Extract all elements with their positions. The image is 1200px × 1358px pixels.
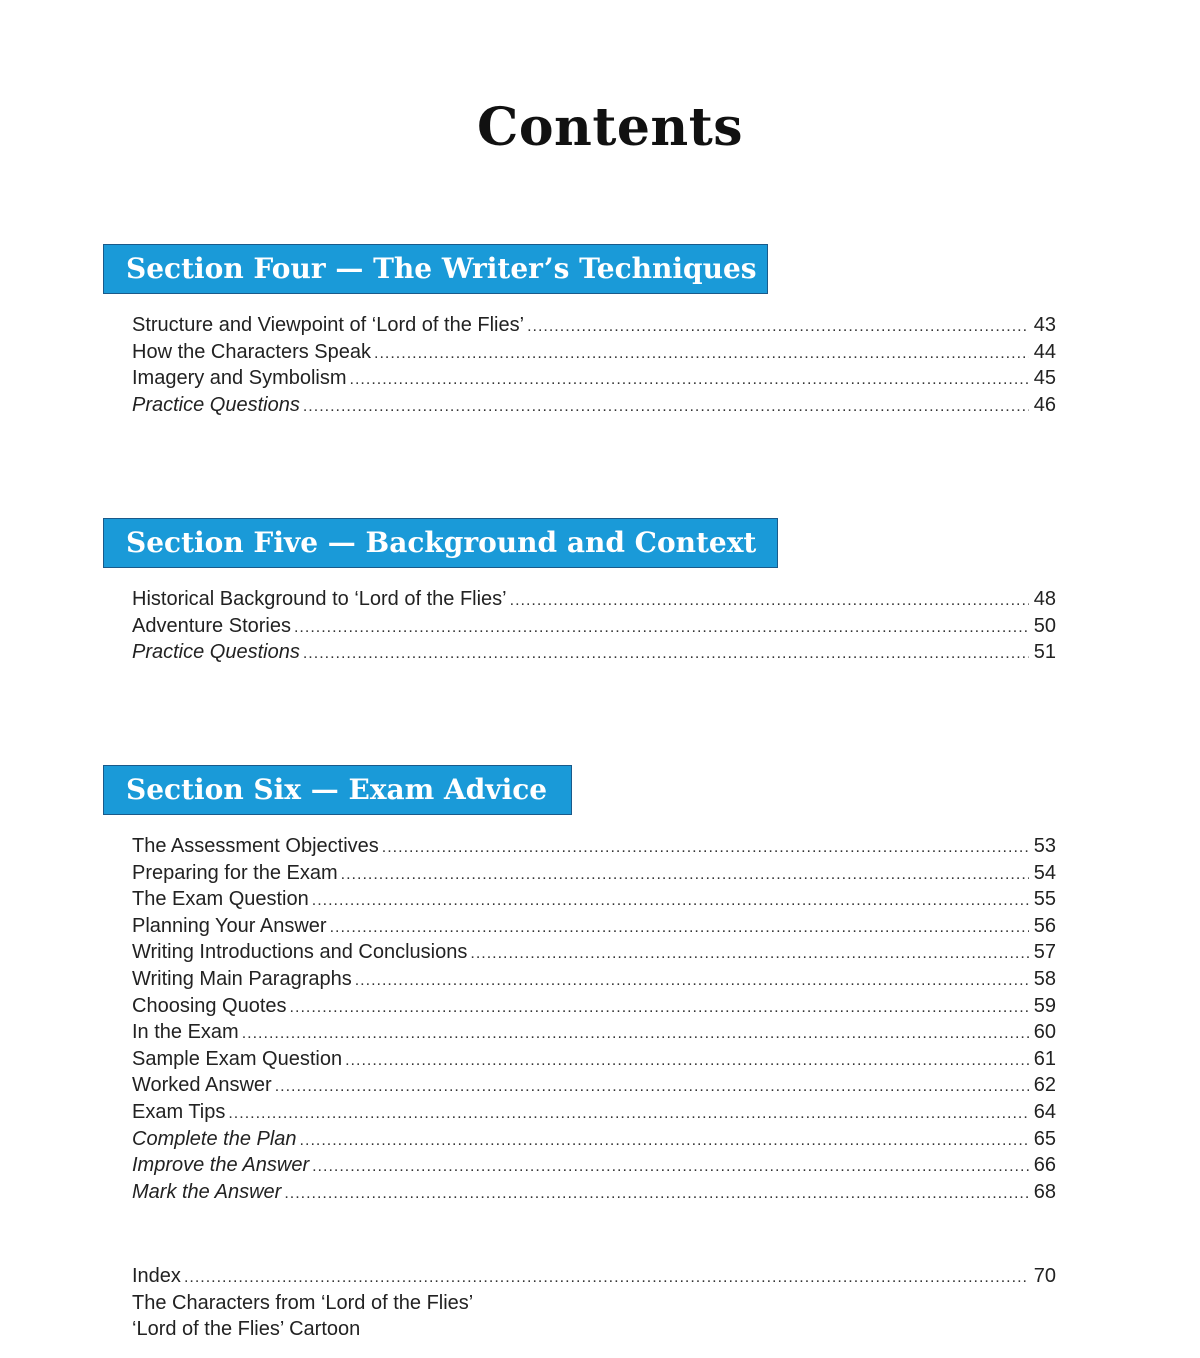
toc-entry-index[interactable] bbox=[132, 1263, 1056, 1290]
toc-entry-label: Practice Questions bbox=[132, 393, 300, 416]
toc-entry-label: Structure and Viewpoint of ‘Lord of the Flies’ bbox=[132, 314, 525, 336]
toc-entry-page: 46 bbox=[1033, 393, 1056, 416]
toc-entry-label: Planning Your Answer bbox=[132, 914, 327, 937]
toc-entry[interactable] bbox=[132, 1072, 1056, 1099]
toc-entry-label: Improve the Answer bbox=[132, 1154, 310, 1177]
toc-entry[interactable] bbox=[132, 886, 1056, 913]
dot-leader bbox=[382, 835, 1029, 862]
toc-entry[interactable] bbox=[132, 586, 1056, 613]
toc-entry-page: 59 bbox=[1033, 994, 1056, 1017]
toc-entry-label: Complete the Plan bbox=[132, 1127, 297, 1150]
toc-entry-label: Worked Answer bbox=[132, 1074, 272, 1097]
toc-entry-page: 54 bbox=[1033, 861, 1056, 884]
toc-entry-page: 45 bbox=[1033, 367, 1056, 390]
toc-entry-page: 60 bbox=[1033, 1021, 1056, 1044]
toc-entry-page: 62 bbox=[1033, 1074, 1056, 1097]
toc-entry-label: In the Exam bbox=[132, 1021, 239, 1044]
toc-entry-page: 50 bbox=[1033, 614, 1056, 637]
toc-entry-label: The Characters from ‘Lord of the Flies’ bbox=[132, 1291, 474, 1314]
section-six-header: Section Six — Exam Advice bbox=[103, 765, 572, 815]
toc-entry-page: 70 bbox=[1033, 1265, 1056, 1287]
dot-leader bbox=[303, 641, 1029, 668]
toc-entry[interactable] bbox=[132, 966, 1056, 993]
toc-entry-page: 51 bbox=[1033, 641, 1056, 664]
toc-entry-page: 48 bbox=[1033, 588, 1056, 610]
toc-entry-label: Sample Exam Question bbox=[132, 1047, 343, 1070]
toc-entry[interactable] bbox=[132, 613, 1056, 640]
toc-entry-label: Exam Tips bbox=[132, 1100, 226, 1123]
dot-leader bbox=[242, 1021, 1029, 1048]
toc-entry-page: 57 bbox=[1033, 941, 1056, 964]
toc-entry-label: Imagery and Symbolism bbox=[132, 367, 347, 390]
toc-entry-cartoon[interactable] bbox=[132, 1316, 1056, 1343]
toc-entry-label: The Exam Question bbox=[132, 888, 309, 911]
toc-entry[interactable] bbox=[132, 392, 1056, 419]
toc-entry-label: Writing Main Paragraphs bbox=[132, 967, 352, 990]
page-title: Contents bbox=[476, 97, 744, 158]
dot-leader bbox=[355, 968, 1029, 995]
dot-leader bbox=[350, 367, 1029, 394]
toc-entry-label: Index bbox=[132, 1265, 181, 1287]
toc-entry[interactable] bbox=[132, 639, 1056, 666]
dot-leader bbox=[345, 1048, 1029, 1075]
toc-entry[interactable] bbox=[132, 1126, 1056, 1153]
toc-entry-page: 64 bbox=[1033, 1100, 1056, 1123]
toc-entry[interactable] bbox=[132, 1046, 1056, 1073]
toc-entry[interactable] bbox=[132, 365, 1056, 392]
toc-entry-page: 53 bbox=[1033, 835, 1056, 857]
toc-entry-label: Historical Background to ‘Lord of the Flies’ bbox=[132, 588, 507, 610]
toc-entry-label: How the Characters Speak bbox=[132, 340, 372, 363]
section-five-header: Section Five — Background and Context bbox=[103, 518, 778, 568]
dot-leader bbox=[510, 588, 1029, 615]
dot-leader bbox=[470, 941, 1029, 968]
toc-entry-page: 61 bbox=[1033, 1047, 1056, 1070]
section-six-entries bbox=[132, 833, 1056, 1205]
toc-entry-characters[interactable] bbox=[132, 1290, 1056, 1317]
dot-leader bbox=[300, 1128, 1029, 1155]
dot-leader bbox=[374, 341, 1029, 368]
toc-entry[interactable] bbox=[132, 833, 1056, 860]
toc-entry[interactable] bbox=[132, 1099, 1056, 1126]
toc-entry[interactable] bbox=[132, 913, 1056, 940]
dot-leader bbox=[275, 1074, 1029, 1101]
back-matter-entries bbox=[132, 1263, 1056, 1343]
toc-entry-label: Preparing for the Exam bbox=[132, 861, 338, 884]
toc-entry[interactable] bbox=[132, 1179, 1056, 1206]
dot-leader bbox=[330, 915, 1029, 942]
toc-entry[interactable] bbox=[132, 339, 1056, 366]
section-four-header: Section Four — The Writer’s Techniques bbox=[103, 244, 768, 294]
toc-entry[interactable] bbox=[132, 860, 1056, 887]
dot-leader bbox=[312, 888, 1029, 915]
dot-leader bbox=[294, 615, 1029, 642]
toc-entry[interactable] bbox=[132, 312, 1056, 339]
toc-entry-page: 58 bbox=[1033, 967, 1056, 990]
toc-entry-page: 55 bbox=[1033, 888, 1056, 911]
toc-entry-label: Choosing Quotes bbox=[132, 994, 287, 1017]
dot-leader bbox=[303, 394, 1029, 421]
toc-entry-page: 44 bbox=[1033, 340, 1056, 363]
dot-leader bbox=[184, 1265, 1029, 1292]
toc-entry-label: ‘Lord of the Flies’ Cartoon bbox=[132, 1318, 361, 1341]
toc-entry[interactable] bbox=[132, 939, 1056, 966]
toc-entry-page: 43 bbox=[1033, 314, 1056, 336]
toc-entry-label: Practice Questions bbox=[132, 641, 300, 664]
dot-leader bbox=[290, 995, 1029, 1022]
toc-entry[interactable] bbox=[132, 1019, 1056, 1046]
dot-leader bbox=[228, 1101, 1029, 1128]
toc-entry-label: Writing Introductions and Conclusions bbox=[132, 941, 468, 964]
dot-leader bbox=[527, 314, 1029, 341]
toc-entry[interactable] bbox=[132, 1152, 1056, 1179]
toc-entry-page: 66 bbox=[1033, 1154, 1056, 1177]
toc-entry-page: 56 bbox=[1033, 914, 1056, 937]
toc-entry-page: 68 bbox=[1033, 1180, 1056, 1203]
dot-leader bbox=[284, 1181, 1029, 1208]
toc-entry-label: Adventure Stories bbox=[132, 614, 291, 637]
toc-entry[interactable] bbox=[132, 993, 1056, 1020]
dot-leader bbox=[312, 1154, 1029, 1181]
toc-entry-label: The Assessment Objectives bbox=[132, 835, 379, 857]
toc-entry-label: Mark the Answer bbox=[132, 1180, 282, 1203]
section-five-entries bbox=[132, 586, 1056, 666]
toc-entry-page: 65 bbox=[1033, 1127, 1056, 1150]
section-four-entries bbox=[132, 312, 1056, 418]
dot-leader bbox=[341, 862, 1029, 889]
